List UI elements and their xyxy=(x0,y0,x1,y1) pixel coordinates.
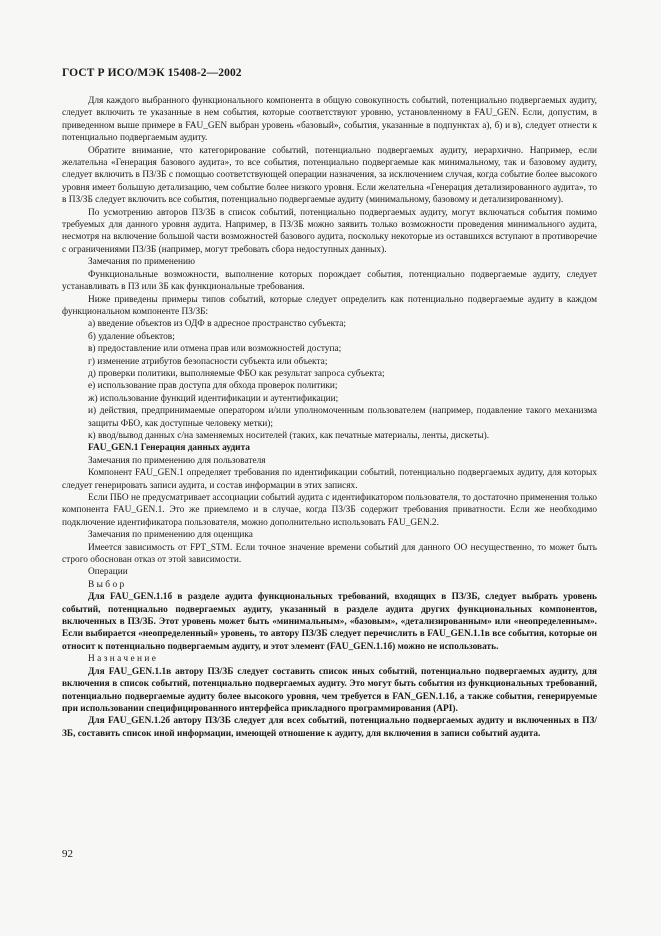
paragraph: е) использование прав доступа для обхода проверок политики; xyxy=(88,381,338,392)
paragraph: Функциональные возможности, выполнение которых порождает события, потенциально подвергаемые аудиту, следует устанавливать в ПЗ или ЗБ как функциональные требования. xyxy=(62,269,597,293)
paragraph: Замечания по применению для оценщика xyxy=(88,530,253,541)
paragraph: Для FAU_GEN.1.1в автору ПЗ/ЗБ следует составить список иных событий, потенциально подвергаемых аудиту, для включения в список событий, потенциально подвергаемых аудиту. Это могут быть события из функциональных требований, потенциально подвергаемые аудиту более высокого уровня, чем требуется в FAN_GEN.1.1б, а также события, генерируемые при использовании специфицированного интерфейса прикладного программирования (API). xyxy=(62,666,597,714)
paragraph: б) удаление объектов; xyxy=(88,331,175,342)
paragraph: Для FAU_GEN.1.1б в разделе аудита функциональных требований, входящих в ПЗ/ЗБ, следует выбрать уровень событий, потенциально подвергаемых аудиту, указанный в разделе аудита других функциональных компонентов, включенных в ПЗ/ЗБ. Этот уровень может быть «минимальным», «базовым», «детализированным» или «неопределенным». Если выбирается «неопределенный» уровень, то автору ПЗ/ЗБ следует перечислить в FAU_GEN.1.1в все события, которые он относит к потенциально подвергаемым аудиту, и этот элемент (FAU_GEN.1.1б) можно не использовать. xyxy=(62,592,597,652)
paragraph: По усмотрению авторов ПЗ/ЗБ в список событий, потенциально подвергаемых аудиту, могут включаться события помимо требуемых для данного уровня аудита. Например, в ПЗ/ЗБ можно заявить только возможности проведения минимального аудита, несмотря на включение большой части возможностей базового аудита, поскольку некоторые из оставшихся вступают в противоречие с ограничениями ПЗ/ЗБ (например, могут требовать сбора недоступных данных). xyxy=(62,207,597,255)
paragraph: FAU_GEN.1 Генерация данных аудита xyxy=(88,443,250,454)
paragraph: а) введение объектов из ОДФ в адресное пространство субъекта; xyxy=(88,319,347,330)
paragraph: ж) использование функций идентификации и аутентификации; xyxy=(88,393,339,404)
paragraph: Обратите внимание, что категорирование событий, потенциально подвергаемых аудиту, иерархично. Например, если желательна «Генерация базового аудита», то все события, потенциально подвергаемые как минимальному, так и базовому аудиту, следует включить в ПЗ/ЗБ с помощью соответствующей операции назначения, за исключением случая, когда событие более высокого уровня имеет большую детализацию, чем событие более низкого уровня. Если желательна «Генерация детализированного аудита», то в ПЗ/ЗБ следует включить все события, потенциально подвергаемые аудиту (минимальному, базовому и детализированному). xyxy=(62,145,597,206)
paragraph: Назначение xyxy=(88,654,159,665)
paragraph: в) предоставление или отмена прав или возможностей доступа; xyxy=(88,344,342,355)
paragraph: Если ПБО не предусматривает ассоциации событий аудита с идентификатором пользователя, то достаточно применения только компонента FAU_GEN.1. Это же приемлемо и в случае, когда ПЗ/ЗБ содержит требования приватности. Если же необходимо подключение идентификатора пользователя, можно дополнительно использовать FAU_GEN.2. xyxy=(62,493,597,528)
paragraph: Имеется зависимость от FPT_STM. Если точное значение времени событий для данного ОО несущественно, то может быть строго обоснован отказ от этой зависимости. xyxy=(62,542,597,566)
paragraph: Для каждого выбранного функционального компонента в общую совокупность событий, потенциально подвергаемых аудиту, следует включить те указанные в нем события, которые соответствуют уровню, установленному в FAU_GEN. Если, допустим, в приведенном выше примере в FAU_GEN выбран уровень «базовый», события, указанные в подпунктах а), б) и в), следует отнести к потенциально подвергаемым аудиту. xyxy=(62,96,597,144)
paragraph: к) ввод/вывод данных с/на заменяемых носителей (таких, как печатные материалы, ленты, дискеты). xyxy=(88,430,490,441)
paragraph: д) проверки политики, выполняемые ФБО как результат запроса субъекта; xyxy=(88,368,385,379)
paragraph: Выбор xyxy=(88,579,127,590)
paragraph: Замечания по применению xyxy=(88,257,196,268)
paragraph: г) изменение атрибутов безопасности субъекта или объекта; xyxy=(88,356,328,367)
document-header: ГОСТ Р ИСО/МЭК 15408-2—2002 xyxy=(62,67,242,79)
paragraph: Для FAU_GEN.1.2б автору ПЗ/ЗБ следует для всех событий, потенциально подвергаемых аудиту и включенных в ПЗ/ЗБ, составить список иной информации, имеющей отношение к аудиту, для включения в записи событий аудита. xyxy=(62,716,597,739)
paragraph: Операции xyxy=(88,567,128,578)
paragraph: Компонент FAU_GEN.1 определяет требования по идентификации событий, потенциально подвергаемых аудиту, для которых следует генерировать записи аудита, и состав информации в этих записях. xyxy=(62,468,597,491)
page-number: 92 xyxy=(62,848,73,860)
document-body xyxy=(62,95,597,740)
paragraph: Ниже приведены примеры типов событий, которые следует определить как потенциально подвергаемые аудиту в каждом функциональном компоненте ПЗ/ЗБ: xyxy=(62,294,597,317)
paragraph: Замечания по применению для пользователя xyxy=(88,455,266,466)
paragraph: и) действия, предпринимаемые оператором и/или уполномоченным пользователем (например, подавление такого механизма защиты ФБО, как доступные человеку метки); xyxy=(88,406,597,429)
